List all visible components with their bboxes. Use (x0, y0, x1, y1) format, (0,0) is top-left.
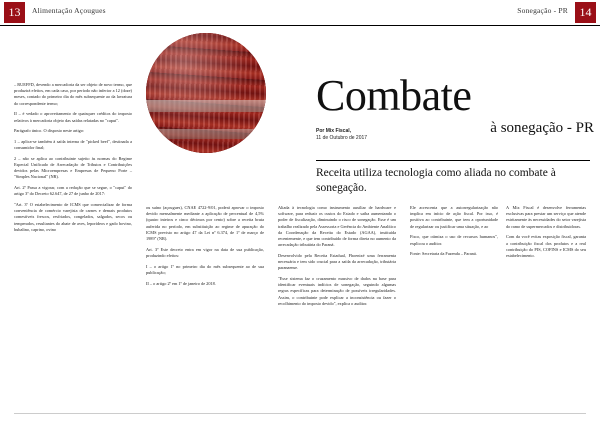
paragraph: Parágrafo único. O disposto neste artigo: (14, 128, 85, 134)
body-column-3 (278, 205, 396, 312)
paragraph: I – o artigo 1º no primeiro dia do mês subsequente ao de sua publicação; (146, 263, 264, 275)
body-column-1 (14, 82, 132, 238)
paragraph: Fonte: Secretaria da Fazenda – Paraná. (410, 251, 477, 257)
page-header (0, 0, 600, 26)
page-subtitle: à sonegação - PR (490, 120, 594, 136)
header-divider (0, 25, 600, 26)
paragraph: 2 – não se aplica ao contribuinte sujeito às normas do Regime Especial Unificado de Arrecadação de Tributos e Contribuições devidos pelas Microempresas e Empresas de Pequeno Porte – "Simples Nacional" (NR). (14, 155, 132, 180)
paragraph: Desenvolvido pela Receita Estadual, Fhoenixé uma ferramenta necessária e tem sido crucial para a saída da arrecadação, tributária paranaense. (278, 252, 396, 271)
paragraph: – RUEFFD, devendo a mercadoria da ser objeto de novo termo, que produzirá efeitos, em cada caso, por período não inferior a 12 (doze) meses, contado do primeiro dia do mês subsequente ao da lavratura do correspondente termo; (14, 82, 132, 106)
body-column-4 (410, 205, 498, 262)
folio-right: 14 (575, 2, 596, 23)
paragraph: Ele acrescenta que a autorregularização não implica em início de ação fiscal. Por isso, é positiva ao contribuinte, que tem a oportunidade de regularizar ou justificar uma situação, e ao (410, 205, 498, 229)
paragraph: ou suíno (açougues), CNAE 4722-9/01, poderá aprovar o imposto devido mensalmente mediante a aplicação de percentual de 4,5% (quatro inteiros e cinco décimos por cento) sobre a receita bruta auferida no período, em substituição ao regime de apuração do ICMS previsto no artigo 47 da Lei nº 6.374, de 1º de março de 1989" (NR). (146, 205, 264, 242)
paragraph: II – é vedado o aproveitamento de quaisquer créditos do imposto relativos à mercadoria objeto das saídas relatadas no "caput". (14, 111, 132, 123)
paragraph: Aliada à tecnologia como instrumento auxiliar de hardware e software, para reduzir os custos do Estado e saiba aumentando o poder de fiscalização, diminuindo o risco de sonegação. Esse é um trabalho realizado pela Assessoria e Gerência do Ambiente Analítico da Coordenação da Receita do Estado (AGAA), instituída recentemente, e que tem contribuído de forma direta no aumento da arrecadação tributária do Paraná. (278, 205, 396, 248)
lede-divider (316, 160, 590, 161)
paragraph: Art. 2º Passa a vigorar, com a redação que se segue, o "caput" do artigo 3º do Decreto 62.647, de 27 de junho de 2017: (14, 185, 132, 197)
paragraph: "Esse sistema faz o cruzamento massivo de dados na base para identificar eventuais indícios de sonegação, seguindo algumas regras específicas para determinação de possíveis irregularidades. Assim, o contribuinte pode explicar a inconsistência ou fazer o recolhimento do imposto devido", explica o auditor. (278, 276, 396, 306)
photo-sheen (146, 33, 266, 153)
byline (316, 128, 367, 142)
meat-display-photo (146, 33, 266, 153)
header-label-left: Alimentação Açougues (32, 6, 106, 15)
folio-left: 13 (4, 2, 25, 23)
article-lede: Receita utiliza tecnologia como aliada no combate à sonegação. (316, 167, 556, 194)
header-label-right: Sonegação - PR (517, 6, 568, 15)
paragraph: "Art. 3º O estabelecimento de ICMS que comercializar de forma conveniência de comércio varejista de carnes e demais produtos comestíveis frescos, resfriados, congelados, salgados, secos ou temperados, resultantes do abate de aves, leporídeos e gado bovino, bubalino, caprino, ovino (14, 202, 132, 232)
byline-date: 11 de Outubro de 2017 (316, 135, 368, 141)
byline-author: Por Mix Fiscal, (316, 128, 352, 134)
paragraph: Com da você evitas exposição fiscal, garanta a contribuição fiscal dos produtos e a real contribuição do PIS, COFINS e ICMS do seu estabelecimento. (506, 234, 586, 258)
body-column-2 (146, 205, 264, 291)
paragraph: Art. 3º Este decreto entra em vigor na data de sua publicação, produzindo efeitos: (146, 246, 264, 258)
page-footer-divider (14, 413, 586, 414)
paragraph: II – o artigo 2º em 1º de janeiro de 2018. (146, 280, 216, 286)
page-title: Combate (316, 71, 472, 120)
paragraph: Fisco, que otimiza o uso de recursos humanos", explicou o auditor. (410, 234, 498, 246)
body-column-5 (506, 205, 586, 264)
paragraph: 1 – aplica-se também à saída interna de "picked beef", destinada a consumidor final; (14, 138, 132, 151)
paragraph: A Mix Fiscal é desenvolve ferramentas exclusivas para prestar um serviço que atende estritamente às necessidades do setor varejista do ramo de supermercados e distribuidoras. (506, 205, 586, 229)
